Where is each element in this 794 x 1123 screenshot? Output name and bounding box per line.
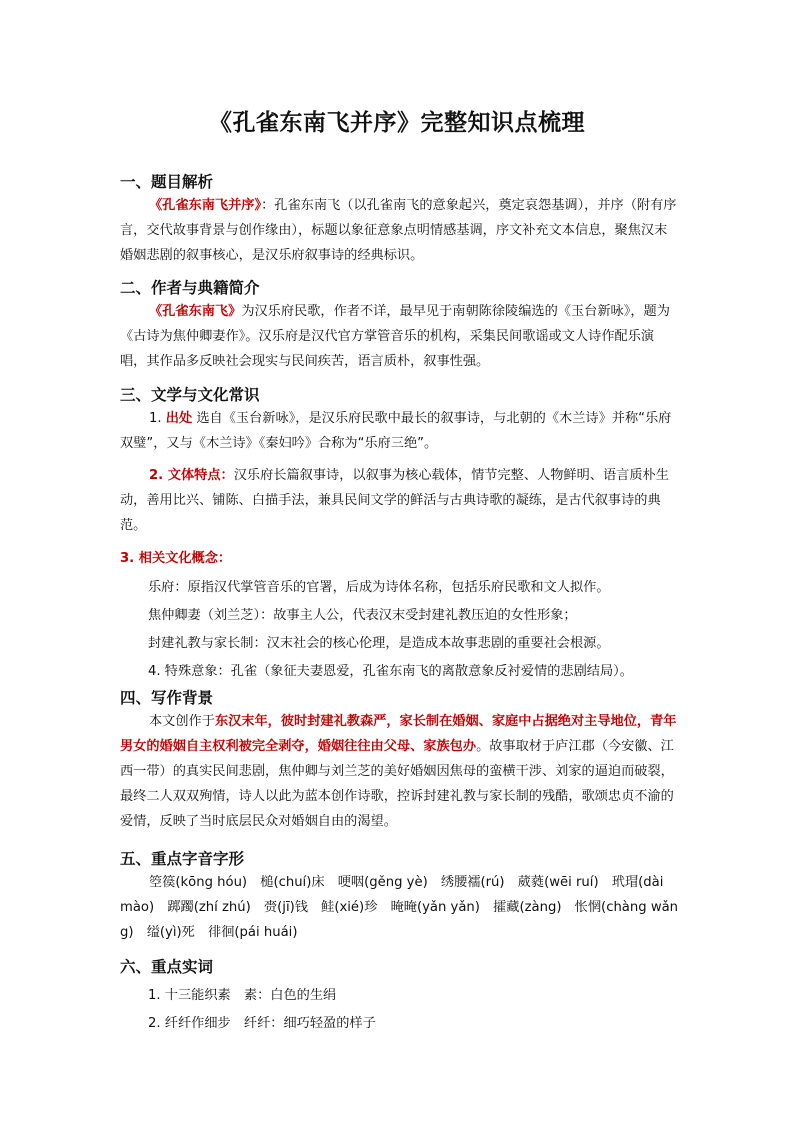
item-1-number: 1. — [149, 411, 162, 426]
word-2: 2. 纤纤作细步 纤纤：细巧轻盈的样子 — [148, 1016, 376, 1031]
concept-1: 乐府：原指汉代掌管音乐的官署，后成为诗体名称，包括乐府民歌和文人拟作。 — [148, 580, 610, 595]
item-1-body: 选自《玉台新咏》，是汉乐府民歌中最长的叙事诗，与北朝的《木兰诗》并称“乐府双璧”，又与《木兰诗》《秦妇吟》合称为“乐府三绝”。 — [120, 411, 672, 451]
highlight-title: 《孔雀东南飞并序》 — [149, 198, 262, 213]
section-heading-5: 五、重点字音字形 — [120, 850, 245, 868]
section-1-body: ：孔雀东南飞（以孔雀南飞的意象起兴，奠定哀怨基调），并序（附有序言，交代故事背景与创作缘由），标题以象征意象点明情感基调，序文补充文本信息，聚焦汉末婚姻悲剧的叙事核心，是汉乐府叙事诗的经典标识。 — [120, 198, 677, 263]
section-heading-2: 二、作者与典籍简介 — [120, 279, 260, 297]
section-4-body: 。故事取材于庐江郡（今安徽、江西一带）的真实民间悲剧，焦仲卿与刘兰芝的美好婚姻因焦母的蛮横干涉、刘家的逼迫而破裂，最终二人双双殉情，诗人以此为蓝本创作诗歌，控诉封建礼教与家长制的残酷，歌颂忠贞不渝的爱情，反映了当时底层民众对婚姻自由的渴望。 — [120, 739, 674, 829]
item-2-body: 汉乐府长篇叙事诗，以叙事为核心载体，情节完整、人物鲜明、语言质朴生动，善用比兴、铺陈、白描手法，兼具民间文学的鲜活与古典诗歌的凝练，是古代叙事诗的典范。 — [120, 468, 669, 533]
page-title: 《孔雀东南飞并序》完整知识点梳理 — [209, 110, 585, 136]
highlight-work: 《孔雀东南飞》 — [149, 304, 242, 319]
item-4: 4. 特殊意象：孔雀（象征夫妻恩爱，孔雀东南飞的离散意象反衬爱情的悲剧结局）。 — [148, 664, 633, 679]
section-4-paragraph — [120, 709, 680, 834]
concept-2: 焦仲卿妻（刘兰芝）：故事主人公，代表汉末受封建礼教压迫的女性形象； — [148, 608, 577, 623]
item-2-lead: 2. 文体特点： — [149, 468, 234, 483]
section-heading-6: 六、重点实词 — [120, 958, 214, 976]
concept-3: 封建礼教与家长制：汉末社会的核心伦理，是造成本故事悲剧的重要社会根源。 — [148, 636, 610, 651]
section-heading-1: 一、题目解析 — [120, 173, 214, 191]
item-3-lead: 3. 相关文化概念： — [120, 551, 232, 566]
section-4-highlight: 东汉末年，彼时封建礼教森严，家长制在婚姻、家庭中占据绝对主导地位，青年男女的婚姻自主权利被完全剥夺，婚姻往往由父母、家族包办 — [120, 714, 677, 754]
item-2-paragraph — [120, 463, 680, 538]
section-2-body: 为汉乐府民歌，作者不详，最早见于南朝陈徐陵编选的《玉台新咏》，题为《古诗为焦仲卿妻作》。汉乐府是汉代官方掌管音乐的机构，采集民间歌谣或文人诗作配乐演唱，其作品多反映社会现实与民间疾苦，语言质朴，叙事性强。 — [120, 304, 670, 369]
pinyin-list: 箜篌(kōng hóu) 槌(chuí)床 哽咽(gěng yè) 绣腰襦(rú) 葳蕤(wēi ruí) 玳瑁(dài mào) 踯躅(zhí zhú) 赍(jī)钱 鲑(xié)珍 晻晻(yǎn yǎn) 攉藏(zàng) 怅惘(chàng wǎng) 缢(yì)死 徘徊(pái huái) — [120, 875, 679, 940]
section-heading-3: 三、文学与文化常识 — [120, 386, 260, 404]
item-1-paragraph — [120, 406, 680, 456]
section-1-paragraph — [120, 193, 680, 268]
section-heading-4: 四、写作背景 — [120, 689, 214, 707]
section-2-paragraph — [120, 299, 680, 374]
section-4-intro: 本文创作于 — [149, 714, 215, 729]
word-1: 1. 十三能织素 素：白色的生绢 — [148, 988, 337, 1003]
item-1-lead: 出处 — [165, 411, 193, 426]
